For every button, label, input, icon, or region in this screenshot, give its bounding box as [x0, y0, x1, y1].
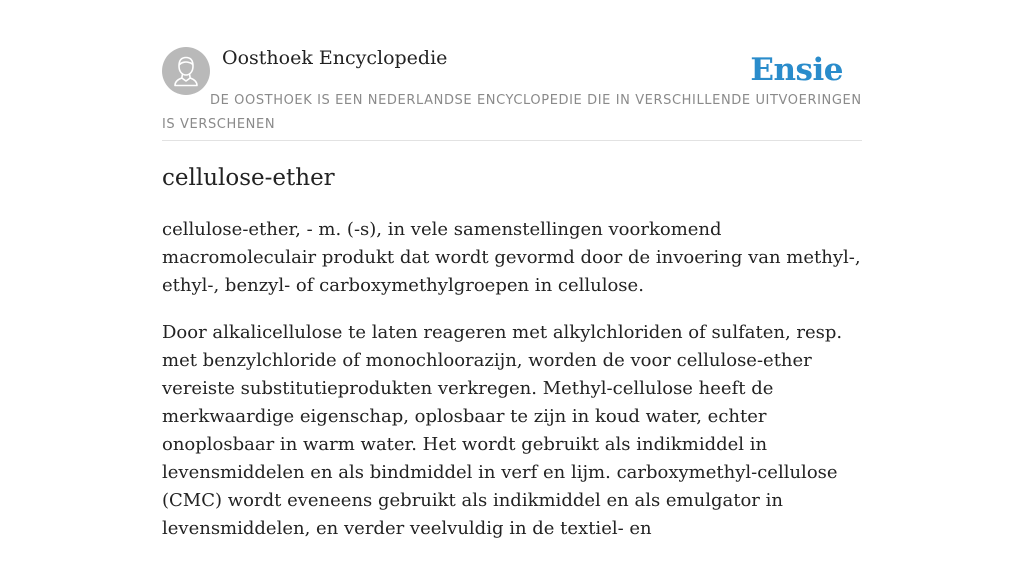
article-paragraph-details: Door alkalicellulose te laten reageren met alkylchloriden of sulfaten, resp. met benzylchloride of monochloorazijn, worden de voor cellulose-ether vereiste substitutieprodukten verkregen. Methyl-cellulose heeft de merkwaardige eigenschap, oplosbaar te zijn in koud water, echter onoplosbaar in warm water. Het wordt gebruikt als indikmiddel in levensmiddelen en als bindmiddel in verf en lijm. carboxymethyl-cellulose (CMC) wordt eveneens gebruikt als indikmiddel en als emulgator in levensmiddelen, en verder veelvuldig in de textiel- en	[162, 322, 843, 539]
user-silhouette-icon	[162, 47, 210, 95]
article-body	[162, 216, 862, 562]
article-title: cellulose-ether	[162, 165, 335, 191]
site-header	[162, 46, 862, 141]
site-name[interactable]: Oosthoek Encyclopedie	[222, 47, 448, 69]
author-avatar[interactable]	[162, 47, 210, 95]
ensie-logo-link[interactable]: Ensie	[750, 52, 843, 88]
article-paragraph-definition: cellulose-ether, - m. (-s), in vele samenstellingen voorkomend macromoleculair produkt dat wordt gevormd door de invoering van methyl-, ethyl-, benzyl- of carboxymethylgroepen in cellulose.	[162, 219, 861, 296]
site-tagline: DE OOSTHOEK IS EEN NEDERLANDSE ENCYCLOPEDIE DIE IN VERSCHILLENDE UITVOERINGEN IS VERSCHENEN	[162, 93, 862, 132]
